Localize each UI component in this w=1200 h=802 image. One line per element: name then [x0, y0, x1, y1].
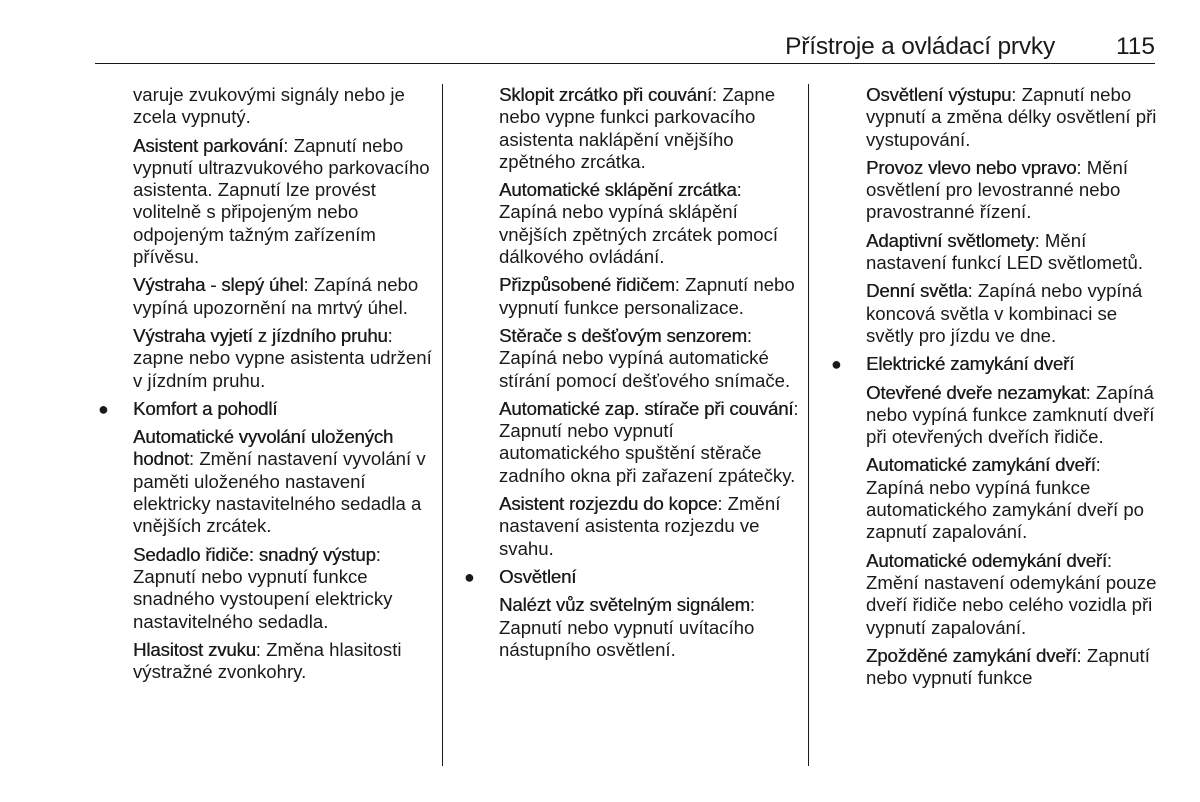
- bullet-item: ● Elektrické zamykání dveří: [831, 353, 1075, 375]
- paragraph: Sedadlo řidiče: snadný výstup: Zapnutí nebo vypnutí funkce snadného vystoupení elektricky nastavitelného sedadla.: [133, 543, 393, 632]
- term: Nalézt vůz světelným signálem: [499, 594, 750, 616]
- paragraph: Stěrače s dešťovým senzorem: Zapíná nebo vypíná automatické stírání pomocí dešťového snímače.: [499, 324, 791, 391]
- page-title: Přístroje a ovládací prvky: [785, 33, 1055, 60]
- paragraph: Osvětlení výstupu: Zapnutí nebo vypnutí a změna délky osvětlení při vystupování.: [866, 84, 1157, 150]
- term: Denní světla: [866, 280, 968, 302]
- text-column-2: [464, 84, 799, 667]
- bullet-icon: ●: [831, 354, 842, 375]
- paragraph: Automatické zamykání dveří: Zapíná nebo vypíná funkce automatického zamykání dveří po zapnutí zapalování.: [866, 454, 1145, 543]
- paragraph: Hlasitost zvuku: Změna hlasitosti výstražné zvonkohry.: [133, 638, 402, 683]
- paragraph: Otevřené dveře nezamykat: Zapíná nebo vypíná funkce zamknutí dveří při otevřených dveřích řidiče.: [866, 381, 1155, 448]
- paragraph: Výstraha - slepý úhel: Zapíná nebo vypíná upozornění na mrtvý úhel.: [133, 274, 419, 318]
- term: Automatické odemykání dveří: [866, 549, 1107, 571]
- text-column-3: [831, 84, 1161, 695]
- term: Adaptivní světlomety: [866, 229, 1035, 251]
- term: Asistent rozjezdu do kopce: [499, 493, 718, 515]
- term: Sklopit zrcátko při couvání: [499, 84, 712, 105]
- bullet-item: ● Komfort a pohodlí: [98, 397, 278, 419]
- header-rule: [95, 63, 1155, 64]
- term: Automatické zamykání dveří: [866, 454, 1096, 476]
- paragraph: Automatické sklápění zrcátka: Zapíná nebo vypíná sklápění vnějších zpětných zrcátek pomocí dálkového ovládání.: [499, 179, 779, 268]
- term: Automatické sklápění zrcátka: [499, 179, 737, 201]
- bullet-icon: ●: [464, 566, 475, 587]
- term: Osvětlení výstupu: [866, 84, 1012, 105]
- term: Automatické vyvolání uložených hodnot: [133, 426, 394, 470]
- term: Stěrače s dešťovým senzorem: [499, 324, 747, 346]
- text-column-1: [98, 84, 433, 689]
- term: Provoz vlevo nebo vpravo: [866, 156, 1077, 178]
- term: Zpožděné zamykání dveří: [866, 644, 1077, 666]
- page-number: 115: [1115, 33, 1155, 60]
- paragraph: Automatické zap. stírače při couvání: Zapnutí nebo vypnutí automatického spuštění stěrače zadního okna při zařazení zpátečky.: [499, 397, 799, 486]
- column-divider: [442, 84, 443, 766]
- term: Automatické zap. stírače při couvání: [499, 397, 794, 419]
- paragraph: Nalézt vůz světelným signálem: Zapnutí nebo vypnutí uvítacího nástupního osvětlení.: [499, 594, 756, 660]
- paragraph: Asistent parkování: Zapnutí nebo vypnutí ultrazvukového parkovacího asistenta. Zapnutí lze provést volitelně s připojeným nebo odpojeným tažným zařízením přívěsu.: [133, 134, 430, 268]
- term: Výstraha vyjetí z jízdního pruhu: [133, 324, 388, 346]
- paragraph: Adaptivní světlomety: Mění nastavení funkcí LED světlometů.: [866, 229, 1143, 274]
- paragraph: Provoz vlevo nebo vpravo: Mění osvětlení pro levostranné nebo pravostranné řízení.: [866, 156, 1129, 223]
- term: Přizpůsobené řidičem: [499, 274, 675, 296]
- paragraph: Automatické odemykání dveří: Změní nastavení odemykání pouze dveří řidiče nebo celého vozidla při vypnutí zapalování.: [866, 549, 1157, 638]
- term: Hlasitost zvuku: [133, 638, 256, 660]
- paragraph: Denní světla: Zapíná nebo vypíná koncová světla v kombinaci se světly pro jízdu ve dne.: [866, 280, 1143, 346]
- term: Asistent parkování: [133, 134, 284, 156]
- paragraph: Asistent rozjezdu do kopce: Změní nastavení asistenta rozjezdu ve svahu.: [499, 493, 781, 559]
- term: Výstraha - slepý úhel: [133, 274, 304, 296]
- page-header: [95, 30, 1155, 66]
- column-divider: [808, 84, 809, 766]
- paragraph: Zpožděné zamykání dveří: Zapnutí nebo vypnutí funkce: [866, 644, 1150, 689]
- term: Sedadlo řidiče: snadný výstup: [133, 543, 376, 565]
- term: Otevřené dveře nezamykat: [866, 381, 1086, 403]
- paragraph: varuje zvukovými signály nebo je zcela vypnutý.: [133, 84, 405, 128]
- paragraph: Sklopit zrcátko při couvání: Zapne nebo vypne funkci parkovacího asistenta naklápění vnějšího zpětného zrcátka.: [499, 84, 776, 172]
- paragraph: Přizpůsobené řidičem: Zapnutí nebo vypnutí funkce personalizace.: [499, 274, 795, 318]
- paragraph: Výstraha vyjetí z jízdního pruhu: zapne nebo vypne asistenta udržení v jízdním pruhu.: [133, 324, 432, 391]
- bullet-item: ● Osvětlení: [464, 565, 577, 587]
- paragraph: Automatické vyvolání uložených hodnot: Změní nastavení vyvolání v paměti uloženého nastavení elektricky nastavitelného sedadla a vnějších zrcátek.: [133, 426, 426, 537]
- bullet-icon: ●: [98, 398, 109, 419]
